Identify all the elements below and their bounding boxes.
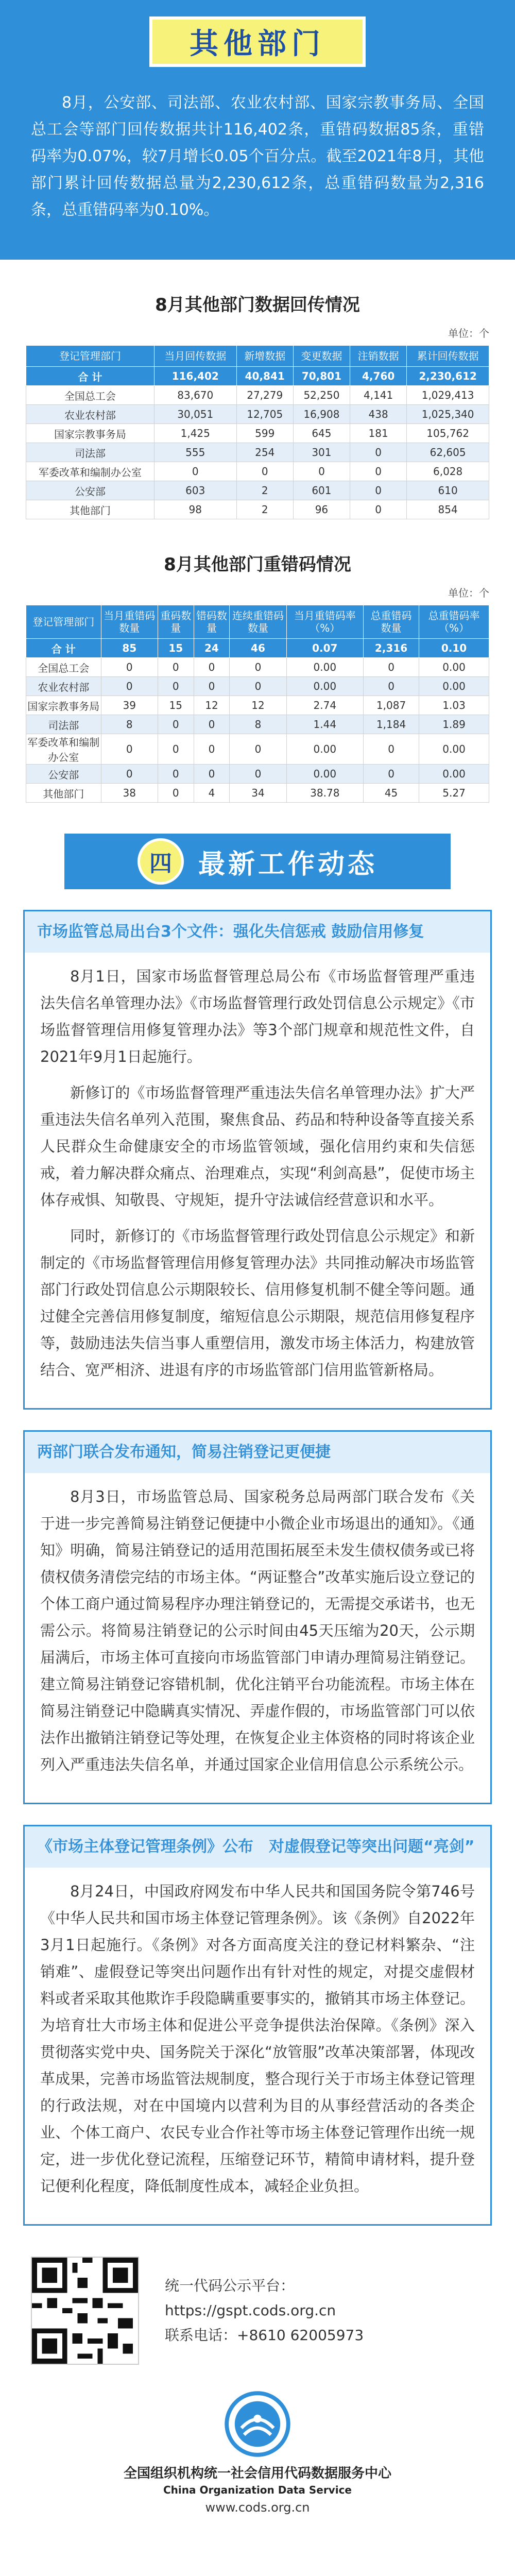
table-cell: 12 (230, 696, 286, 715)
table-cell: 0 (363, 765, 419, 784)
table1 (26, 345, 489, 519)
news-paragraph: 8月24日，中国政府网发布中华人民共和国国务院令第746号《中华人民共和国市场主体登记管理条例》。该《条例》自2022年3月1日起施行。《条例》对各方面高度关注的登记材料繁杂、“注销难”、虚假登记等突出问题作出有针对性的规定，对提交虚假材料或者采取其他欺诈手段隐瞒重要事实的，撤销其市场主体登记。为培育壮大市场主体和促进公平竞争提供法治保障。《条例》深入贯彻落实党中央、国务院关于深化“放管服”改革决策部署，体现改革成果，完善市场监管法规制度，整合现行关于市场主体登记管理的行政法规，对在中国境内以营利为目的从事经营活动的各类企业、个体工商户、农民专业合作社等市场主体登记管理作出统一规定，进一步优化登记流程，压缩登记环节，精简申请材料，提升登记便利化程度，降低制度性成本，减轻企业负担。 (40, 1883, 475, 2195)
table-cell: 0 (350, 462, 407, 481)
table2 (26, 605, 489, 803)
table-row (26, 405, 489, 424)
table-cell: 116,402 (154, 367, 236, 386)
table-cell: 0.00 (419, 677, 489, 696)
table-row (26, 424, 489, 443)
table-cell: 1,087 (363, 696, 419, 715)
table-cell: 0 (158, 784, 194, 803)
table-row-label: 公安部 (26, 765, 101, 784)
table-cell: 0 (363, 658, 419, 677)
table-cell: 0.07 (286, 639, 363, 658)
table-cell: 0 (230, 734, 286, 765)
table-header-cell: 当月回传数据 (154, 346, 236, 367)
table-cell: 2.74 (286, 696, 363, 715)
table-row-label: 其他部门 (26, 784, 101, 803)
table-row (26, 784, 489, 803)
table-row (26, 765, 489, 784)
table-cell: 0 (350, 500, 407, 519)
table2-title: 8月其他部门重错码情况 (164, 554, 351, 575)
table-cell: 0.00 (286, 677, 363, 696)
news-title[interactable]: 市场监管总局出台3个文件：强化失信惩戒 鼓励信用修复 (25, 911, 490, 953)
table-cell: 0 (101, 677, 158, 696)
table-cell: 0.00 (286, 658, 363, 677)
table-cell: 38.78 (286, 784, 363, 803)
table-row-label: 合 计 (26, 639, 101, 658)
table-cell: 5.27 (419, 784, 489, 803)
footer-logo-block (0, 2391, 515, 2515)
table-cell: 24 (194, 639, 230, 658)
table2-body (26, 639, 489, 803)
table-cell: 4,141 (350, 386, 407, 405)
section-intro: 8月，公安部、司法部、农业农村部、国家宗教事务局、全国总工会等部门回传数据共计116,402条，重错码数据85条，重错码率为0.07%，较7月增长0.05个百分点。截至2021年8月，其他部门累计回传数据总量为2,230,612条，总重错码数量为2,316条，总重错码率为0.10%。 (31, 94, 484, 219)
table-row-label: 农业农村部 (26, 405, 154, 424)
table-cell: 1,029,413 (407, 386, 489, 405)
news-title[interactable]: 《市场主体登记管理条例》公布 对虚假登记等突出问题“亮剑” (25, 1826, 490, 1868)
table2-unit: 单位：个 (448, 587, 489, 599)
table-row (26, 734, 489, 765)
table-header-cell: 连续重错码数量 (230, 605, 286, 639)
table-cell: 603 (154, 481, 236, 500)
table-cell: 4 (194, 784, 230, 803)
table-header-cell: 总重错码数量 (363, 605, 419, 639)
news-paragraph: 8月3日，市场监管总局、国家税务总局两部门联合发布《关于进一步完善简易注销登记便捷中小微企业市场退出的通知》。《通知》明确，简易注销登记的适用范围拓展至未发生债权债务或已将债权债务清偿完结的市场主体。“两证整合”改革实施后设立登记的个体工商户通过简易程序办理注销登记的，无需提交承诺书，也无需公示。将简易注销登记的公示时间由45天压缩为20天，公示期届满后，市场主体可直接向市场监管部门申请办理简易注销登记。建立简易注销登记容错机制，优化注销平台功能流程。市场主体在简易注销登记中隐瞒真实情况、弄虚作假的，市场监管部门可以依法作出撤销注销登记等处理，在恢复企业主体资格的同时将该企业列入严重违法失信名单，并通过国家企业信用信息公示系统公示。 (40, 1488, 475, 1773)
table1-header-row (26, 346, 489, 367)
table-cell: 1,025,340 (407, 405, 489, 424)
table-cell: 27,279 (236, 386, 293, 405)
table-cell: 610 (407, 481, 489, 500)
news-list (0, 910, 515, 2226)
table1-block (0, 291, 515, 519)
table-total-row (26, 367, 489, 386)
table-cell: 16,908 (293, 405, 350, 424)
news-paragraph: 8月1日，国家市场监督管理总局公布《市场监督管理严重违法失信名单管理办法》《市场监督管理行政处罚信息公示规定》《市场监督管理信用修复管理办法》等3个部门规章和规范性文件，自2021年9月1日起施行。 (40, 968, 475, 1065)
table-row (26, 386, 489, 405)
table-cell: 1,184 (363, 715, 419, 734)
news-card (23, 1430, 492, 1804)
contact-phone: 联系电话：+8610 62005973 (165, 2327, 364, 2344)
table-cell: 0.00 (286, 734, 363, 765)
table-cell: 181 (350, 424, 407, 443)
table-cell: 38 (101, 784, 158, 803)
org-name-cn: 全国组织机构统一社会信用代码数据服务中心 (123, 2466, 391, 2481)
section-other-departments (0, 0, 515, 260)
table-cell: 0 (101, 658, 158, 677)
table-cell: 0 (350, 443, 407, 462)
table-cell: 0 (363, 734, 419, 765)
table-row-label: 司法部 (26, 715, 101, 734)
table-cell: 1.03 (419, 696, 489, 715)
table-row (26, 715, 489, 734)
section-title: 其他部门 (190, 27, 325, 61)
table-row (26, 481, 489, 500)
table-cell: 4,760 (350, 367, 407, 386)
table-cell: 555 (154, 443, 236, 462)
table-cell: 1.44 (286, 715, 363, 734)
table-cell: 438 (350, 405, 407, 424)
table-cell: 6,028 (407, 462, 489, 481)
table-cell: 98 (154, 500, 236, 519)
table-header-cell: 变更数据 (293, 346, 350, 367)
table-cell: 0 (158, 658, 194, 677)
section-number: 四 (138, 838, 184, 885)
table-cell: 2 (236, 481, 293, 500)
table-row-label: 国家宗教事务局 (26, 424, 154, 443)
table-cell: 601 (293, 481, 350, 500)
table-cell: 96 (293, 500, 350, 519)
table-cell: 0 (158, 715, 194, 734)
table1-unit: 单位：个 (448, 327, 489, 340)
table1-title: 8月其他部门数据回传情况 (155, 295, 360, 315)
table-cell: 0 (194, 658, 230, 677)
table1-body (26, 367, 489, 519)
table-header-cell: 新增数据 (236, 346, 293, 367)
table-cell: 0 (230, 765, 286, 784)
table-cell: 0 (158, 677, 194, 696)
table-cell: 0 (350, 481, 407, 500)
table-cell: 12 (194, 696, 230, 715)
cods-logo-icon (224, 2391, 291, 2458)
table-cell: 0 (194, 677, 230, 696)
table-row (26, 462, 489, 481)
table-cell: 0 (154, 462, 236, 481)
table-cell: 15 (158, 696, 194, 715)
table-row-label: 军委改革和编制办公室 (26, 462, 154, 481)
section-title-box (149, 16, 366, 67)
table-cell: 0 (101, 765, 158, 784)
section-title: 最新工作动态 (198, 849, 377, 880)
table-row-label: 司法部 (26, 443, 154, 462)
platform-label: 统一代码公示平台： (165, 2277, 295, 2294)
table-row-label: 全国总工会 (26, 658, 101, 677)
table-cell: 40,841 (236, 367, 293, 386)
table-cell: 34 (230, 784, 286, 803)
table-cell: 1,425 (154, 424, 236, 443)
table-row-label: 国家宗教事务局 (26, 696, 101, 715)
table-row (26, 443, 489, 462)
table-cell: 1.89 (419, 715, 489, 734)
table-header-cell: 错码数量 (194, 605, 230, 639)
table-row (26, 696, 489, 715)
table2-header-row (26, 605, 489, 639)
table-cell: 15 (158, 639, 194, 658)
table-row-label: 公安部 (26, 481, 154, 500)
table-cell: 8 (230, 715, 286, 734)
table-row (26, 658, 489, 677)
table-row-label: 合 计 (26, 367, 154, 386)
table-cell: 0.00 (419, 658, 489, 677)
table-cell: 0 (101, 734, 158, 765)
table-cell: 52,250 (293, 386, 350, 405)
table-header-cell: 当月重错码数量 (101, 605, 158, 639)
table-cell: 301 (293, 443, 350, 462)
table-cell: 854 (407, 500, 489, 519)
table-header-cell: 累计回传数据 (407, 346, 489, 367)
table-row-label: 军委改革和编制办公室 (26, 734, 101, 765)
table-header-cell: 总重错码率（%） (419, 605, 489, 639)
table-row-label: 其他部门 (26, 500, 154, 519)
qr-code-icon (31, 2257, 139, 2365)
table-row (26, 500, 489, 519)
table-cell: 12,705 (236, 405, 293, 424)
platform-link[interactable]: https://gspt.cods.org.cn (165, 2302, 336, 2319)
table-cell: 85 (101, 639, 158, 658)
table-cell: 46 (230, 639, 286, 658)
table-row (26, 677, 489, 696)
table-cell: 0 (158, 765, 194, 784)
table-cell: 0.10 (419, 639, 489, 658)
table-header-cell: 登记管理部门 (26, 346, 154, 367)
footer-contact (31, 2257, 515, 2365)
table-cell: 2,316 (363, 639, 419, 658)
table-cell: 2 (236, 500, 293, 519)
table-cell: 30,051 (154, 405, 236, 424)
table-cell: 0.00 (419, 734, 489, 765)
table-cell: 105,762 (407, 424, 489, 443)
table-row-label: 农业农村部 (26, 677, 101, 696)
table-cell: 0 (293, 462, 350, 481)
table-cell: 599 (236, 424, 293, 443)
table-cell: 0.00 (286, 765, 363, 784)
org-url[interactable]: www.cods.org.cn (205, 2500, 310, 2515)
table-header-cell: 当月重错码率（%） (286, 605, 363, 639)
table2-block (0, 550, 515, 803)
table-header-cell: 重码数量 (158, 605, 194, 639)
table-cell: 62,605 (407, 443, 489, 462)
news-paragraph: 同时，新修订的《市场监督管理行政处罚信息公示规定》和新制定的《市场监督管理信用修复管理办法》共同推动解决市场监管部门行政处罚信息公示期限较长、信用修复机制不健全等问题。通过健全完善信用修复制度，缩短信息公示期限，规范信用修复程序等，鼓励违法失信当事人重塑信用，激发市场主体活力，构建放管结合、宽严相济、进退有序的市场监管部门信用监管新格局。 (40, 1227, 475, 1379)
news-card (23, 910, 492, 1410)
section-latest-news-banner (64, 834, 451, 889)
table-cell: 0 (236, 462, 293, 481)
table-cell: 45 (363, 784, 419, 803)
news-paragraph: 新修订的《市场监督管理严重违法失信名单管理办法》扩大严重违法失信名单列入范围，聚焦食品、药品和特种设备等直接关系人民群众生命健康安全的市场监管领域，强化信用约束和失信惩戒，着力解决群众痛点、治理难点，实现“利剑高悬”，促使市场主体存戒惧、知敬畏、守规矩，提升守法诚信经营意识和水平。 (40, 1084, 475, 1209)
table-header-cell: 登记管理部门 (26, 605, 101, 639)
table-cell: 8 (101, 715, 158, 734)
table-cell: 39 (101, 696, 158, 715)
table-cell: 0 (363, 677, 419, 696)
table-cell: 0 (194, 734, 230, 765)
table-cell: 2,230,612 (407, 367, 489, 386)
table-cell: 0 (230, 677, 286, 696)
table-header-cell: 注销数据 (350, 346, 407, 367)
table-cell: 0.00 (419, 765, 489, 784)
table-total-row (26, 639, 489, 658)
table-cell: 645 (293, 424, 350, 443)
news-title[interactable]: 两部门联合发布通知，简易注销登记更便捷 (25, 1432, 490, 1473)
table-cell: 254 (236, 443, 293, 462)
table-cell: 83,670 (154, 386, 236, 405)
table-cell: 0 (194, 765, 230, 784)
table-row-label: 全国总工会 (26, 386, 154, 405)
table-cell: 0 (230, 658, 286, 677)
table-cell: 70,801 (293, 367, 350, 386)
news-card (23, 1825, 492, 2226)
table-cell: 0 (158, 734, 194, 765)
table-cell: 0 (194, 715, 230, 734)
org-name-en: China Organization Data Service (163, 2484, 352, 2496)
